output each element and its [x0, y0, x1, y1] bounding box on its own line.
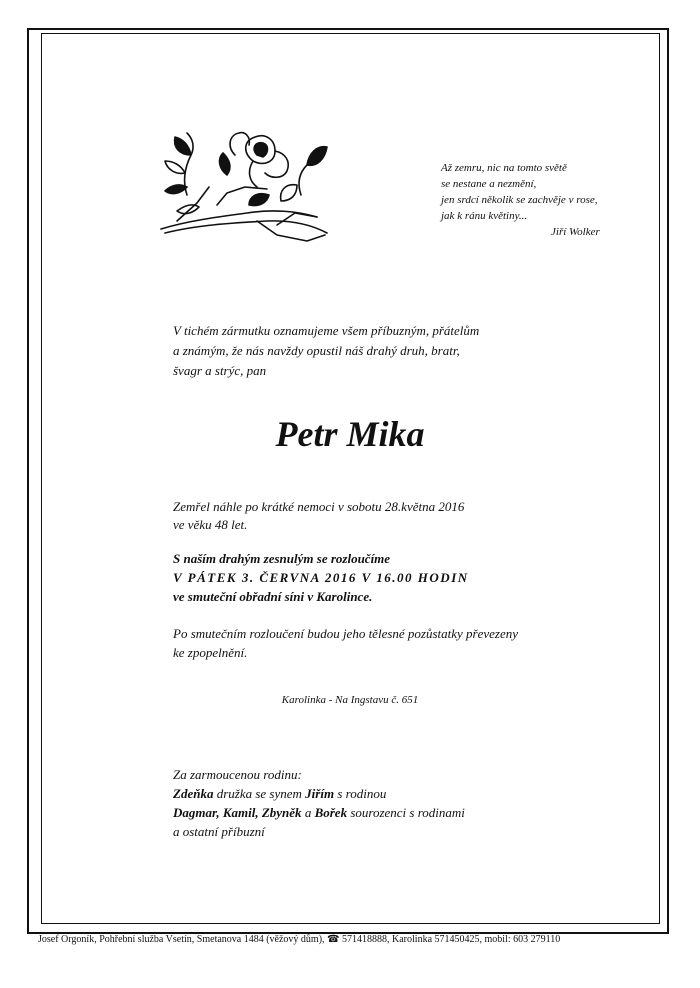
family-text: a [301, 805, 315, 820]
poem-line: jak k ránu květiny... [441, 210, 528, 222]
age-line: ve věku 48 let. [173, 517, 248, 532]
announcement-intro [173, 321, 479, 381]
family-heading: Za zarmoucenou rodinu: [173, 767, 302, 782]
cremation-line: ke zpopelnění. [173, 645, 248, 660]
intro-line: švagr a strýc, pan [173, 363, 267, 378]
intro-line: a známým, že nás navždy opustil náš drahý druh, bratr, [173, 343, 460, 358]
intro-line: V tichém zármutku oznamujeme všem příbuzným, přátelům [173, 323, 480, 338]
family-text: s rodinou [334, 786, 387, 801]
poem-line: se nestane a nezmění, [441, 178, 537, 190]
family-name: Bořek [314, 805, 348, 820]
family-signature [173, 765, 465, 841]
poem-line: jen srdcí několik se zachvěje v rose, [441, 194, 598, 206]
poem-author: Jiří Wolker [551, 226, 600, 238]
funeral-service-footer [38, 934, 560, 945]
poem-quote [441, 160, 600, 240]
family-name: Zdeňka [173, 786, 214, 801]
address: Karolinka - Na Ingstavu č. 651 [281, 694, 419, 706]
poem-line: Až zemru, nic na tomto světě [441, 162, 567, 174]
death-line: Zemřel náhle po krátké nemoci v sobotu 28.května 2016 [173, 499, 465, 514]
death-details [173, 498, 464, 534]
farewell-place: ve smuteční obřadní síni v Karolince. [173, 589, 373, 604]
family-row [173, 784, 465, 803]
cremation-line: Po smutečním rozloučení budou jeho tělesné pozůstatky převezeny [173, 626, 519, 641]
flower-branch-illustration [157, 125, 335, 245]
farewell-details [173, 549, 469, 606]
footer-contacts: 571418888, Karolinka 571450425, mobil: 603 279110 [339, 934, 561, 945]
farewell-date: V PÁTEK 3. ČERVNA 2016 V 16.00 HODIN [173, 570, 469, 585]
cremation-note [173, 624, 518, 662]
family-text: sourozenci s rodinami [347, 805, 465, 820]
footer-company: Josef Orgoník, Pohřební služba Vsetín, Smetanova 1484 (věžový dům), [38, 934, 325, 945]
farewell-line: S naším drahým zesnulým se rozloučíme [173, 551, 391, 566]
family-text: družka se synem [213, 786, 306, 801]
telephone-icon: ☎ [327, 934, 340, 945]
family-row [173, 803, 465, 822]
deceased-name: Petr Mika [275, 414, 425, 454]
family-name: Dagmar, Kamil, Zbyněk [173, 805, 302, 820]
family-row: a ostatní příbuzní [173, 824, 265, 839]
family-name: Jiřím [305, 786, 335, 801]
